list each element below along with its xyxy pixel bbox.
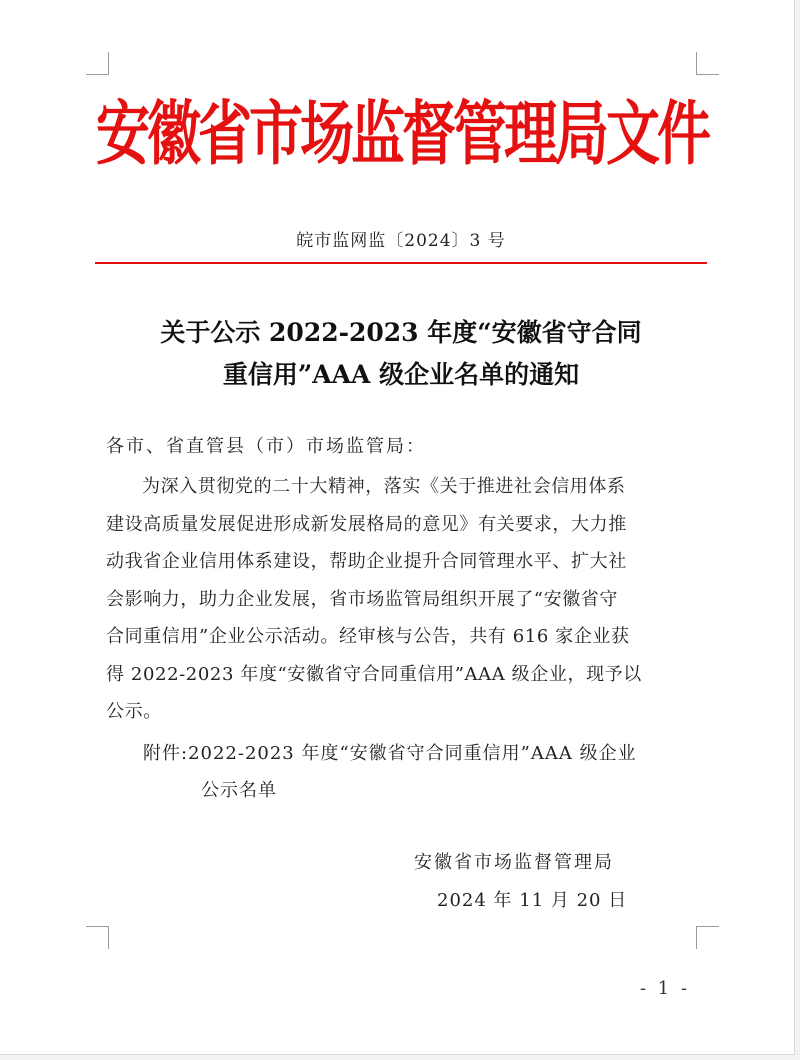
body-line: 为深入贯彻党的二十大精神，落实《关于推进社会信用体系 — [142, 476, 626, 497]
crop-mark-bottom-left — [86, 926, 109, 949]
notice-title-line-1: 关于公示 2022-2023 年度“安徽省守合同 — [160, 318, 642, 347]
document-number: 皖市监网监〔2024〕3 号 — [296, 231, 506, 251]
crop-mark-bottom-right — [696, 926, 719, 949]
attachment-line-1: 附件:2022-2023 年度“安徽省守合同重信用”AAA 级企业 — [143, 743, 637, 764]
crop-mark-top-left — [86, 52, 109, 75]
body-line: 建设高质量发展促进形成新发展格局的意见》有关要求，大力推 — [106, 513, 627, 535]
body-line: 得 2022-2023 年度“安徽省守合同重信用”AAA 级企业，现予以 — [106, 663, 642, 685]
attachment-note — [143, 735, 703, 809]
page-number: - 1 - — [640, 978, 691, 999]
issue-date: 2024 年 11 月 20 日 — [437, 890, 628, 911]
document-header-title: 安徽省市场监督管理局文件 — [96, 92, 708, 175]
notice-title-line-2: 重信用”AAA 级企业名单的通知 — [222, 360, 580, 389]
attachment-line-2: 公示名单 — [201, 780, 277, 801]
body-paragraph — [106, 468, 698, 731]
notice-title — [96, 312, 706, 396]
body-line: 动我省企业信用体系建设，帮助企业提升合同管理水平、扩大社 — [106, 551, 627, 572]
red-divider — [95, 262, 707, 264]
issuer-signature: 安徽省市场监督管理局 — [414, 852, 614, 873]
crop-mark-top-right — [696, 52, 719, 75]
body-line: 合同重信用”企业公示活动。经审核与公告，共有 616 家企业获 — [106, 626, 630, 647]
body-line: 公示。 — [106, 701, 162, 722]
body-line: 会影响力，助力企业发展，省市场监管局组织开展了“安徽省守 — [106, 588, 618, 610]
salutation: 各市、省直管县（市）市场监管局： — [106, 436, 426, 457]
